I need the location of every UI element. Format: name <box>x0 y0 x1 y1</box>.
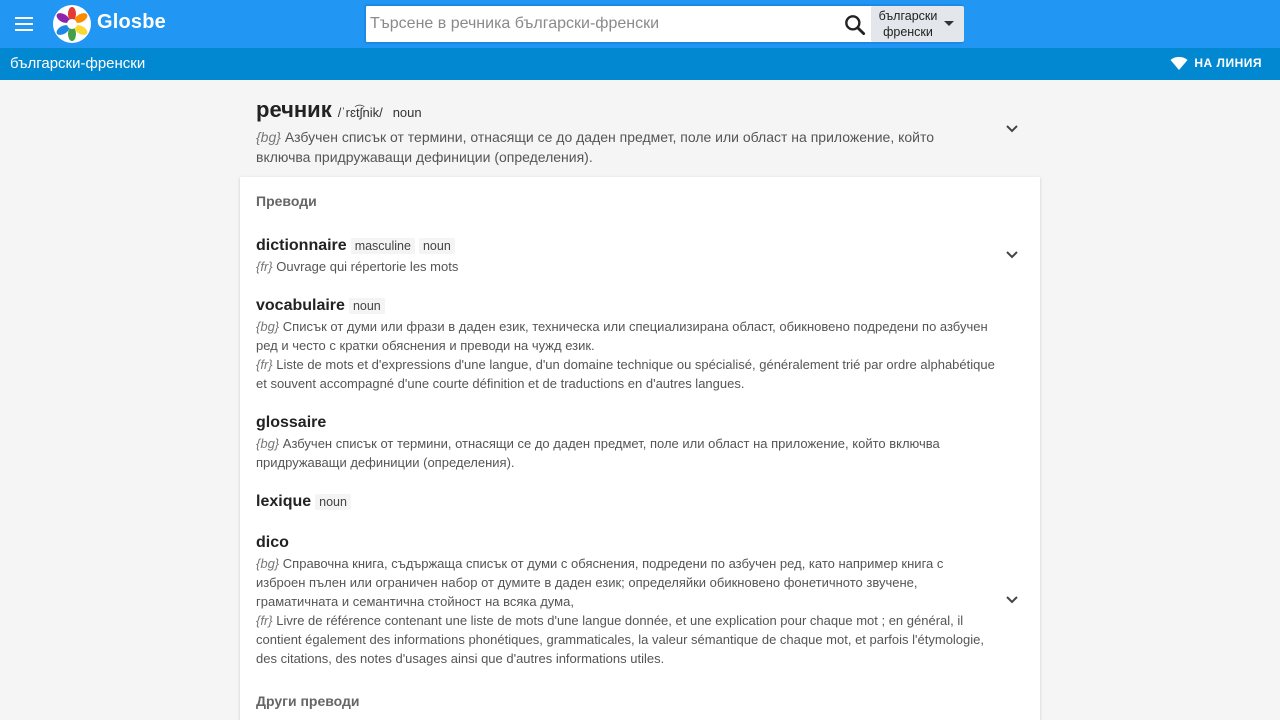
translation-gloss <box>256 355 1008 393</box>
headword-definition <box>256 127 956 167</box>
source-language: български <box>878 9 938 23</box>
gloss-text: Livre de référence contenant une liste de mots d'une langue donnée, et une explication pour chaque mot ; en général, il contient également des informations phonétiques, grammaticales, la valeur sémantique de chaque mot, et parfois l'étymologie, des citations, des notes d'usages ainsi que d'autres informations utiles. <box>256 613 984 666</box>
online-status[interactable] <box>1170 56 1262 70</box>
top-app-bar <box>0 0 1280 48</box>
gloss-text: Азбучен списък от термини, отнасящи се до даден предмет, поле или област на приложение, който включва придружаващи дефиниции (определения). <box>256 436 940 470</box>
language-code: {fr} <box>256 259 273 274</box>
language-code: {bg} <box>256 436 280 451</box>
translation-item <box>256 493 1008 511</box>
translation-term[interactable]: vocabulaire <box>256 297 345 314</box>
language-code: {fr} <box>256 357 273 372</box>
dictionary-pair-link[interactable]: български-френски <box>10 55 146 72</box>
language-code: {bg} <box>256 319 280 334</box>
translation-term[interactable]: dictionnaire <box>256 237 347 254</box>
online-status-label: НА ЛИНИЯ <box>1194 56 1262 70</box>
pronunciation: /ˈrɛt͡ʃnik/ <box>337 105 383 120</box>
expand-chevron-icon[interactable] <box>1000 242 1024 266</box>
search-bar <box>364 4 964 44</box>
search-input[interactable] <box>370 10 830 38</box>
other-translations-heading: Други преводи <box>256 693 360 709</box>
language-pair-select[interactable] <box>871 6 964 42</box>
translations-card <box>240 177 1040 720</box>
definition-text: Азбучен списък от термини, отнасящи се до даден предмет, поле или област на приложение, който включва придружаващи дефиниции (определения). <box>256 129 935 165</box>
pos-tag: noun <box>419 238 455 254</box>
gloss-text: Списък от думи или фрази в даден език, техническа или специализирана област, обикновено подредени по азбучен ред и често с кратки обяснения и преводи на чужд език. <box>256 319 988 353</box>
translations-heading: Преводи <box>256 193 317 209</box>
translation-term[interactable]: dico <box>256 534 289 551</box>
translation-item <box>256 414 1008 472</box>
part-of-speech-tag: noun <box>392 105 422 120</box>
expand-chevron-icon[interactable] <box>1000 587 1024 611</box>
translation-gloss <box>256 554 991 611</box>
language-code: {bg} <box>256 129 281 145</box>
translation-item <box>256 534 991 668</box>
expand-chevron-icon[interactable] <box>1000 116 1024 140</box>
language-pair-bar <box>0 48 1280 80</box>
pos-tag: noun <box>349 298 385 314</box>
language-code: {fr} <box>256 613 273 628</box>
translation-item <box>256 237 1008 276</box>
hamburger-menu-icon[interactable] <box>12 12 36 36</box>
translation-gloss <box>256 257 1008 276</box>
wifi-icon <box>1170 56 1188 70</box>
gloss-text: Liste de mots et d'expressions d'une langue, d'un domaine technique ou spécialisé, généralement trié par ordre alphabétique et souvent accompagné d'une courte définition et de traductions en d'autres langues. <box>256 357 995 391</box>
target-language: френски <box>883 25 933 39</box>
glosbe-logo[interactable] <box>53 5 91 43</box>
gender-tag: masculine <box>351 238 415 254</box>
gloss-text: Справочна книга, съдържаща списък от думи с обяснения, подредени по азбучен ред, като например книга с изброен пълен или ограничен набор от думите в даден език; определяйки обикновено фонетичното звучене, граматичната и семантична стойност на всяка дума, <box>256 556 944 609</box>
headword-entry <box>256 97 1016 167</box>
language-code: {bg} <box>256 556 280 571</box>
caret-down-icon <box>944 21 954 26</box>
translation-term[interactable]: glossaire <box>256 414 327 431</box>
pos-tag: noun <box>315 494 351 510</box>
translation-item <box>256 297 1008 393</box>
translation-term[interactable]: lexique <box>256 493 312 510</box>
gloss-text: Ouvrage qui répertorie les mots <box>276 259 459 274</box>
translation-gloss <box>256 611 991 668</box>
headword: речник <box>256 97 332 122</box>
translation-gloss <box>256 317 1008 355</box>
brand-name[interactable]: Glosbe <box>97 11 166 33</box>
translation-gloss <box>256 434 1008 472</box>
search-icon[interactable] <box>842 12 868 38</box>
